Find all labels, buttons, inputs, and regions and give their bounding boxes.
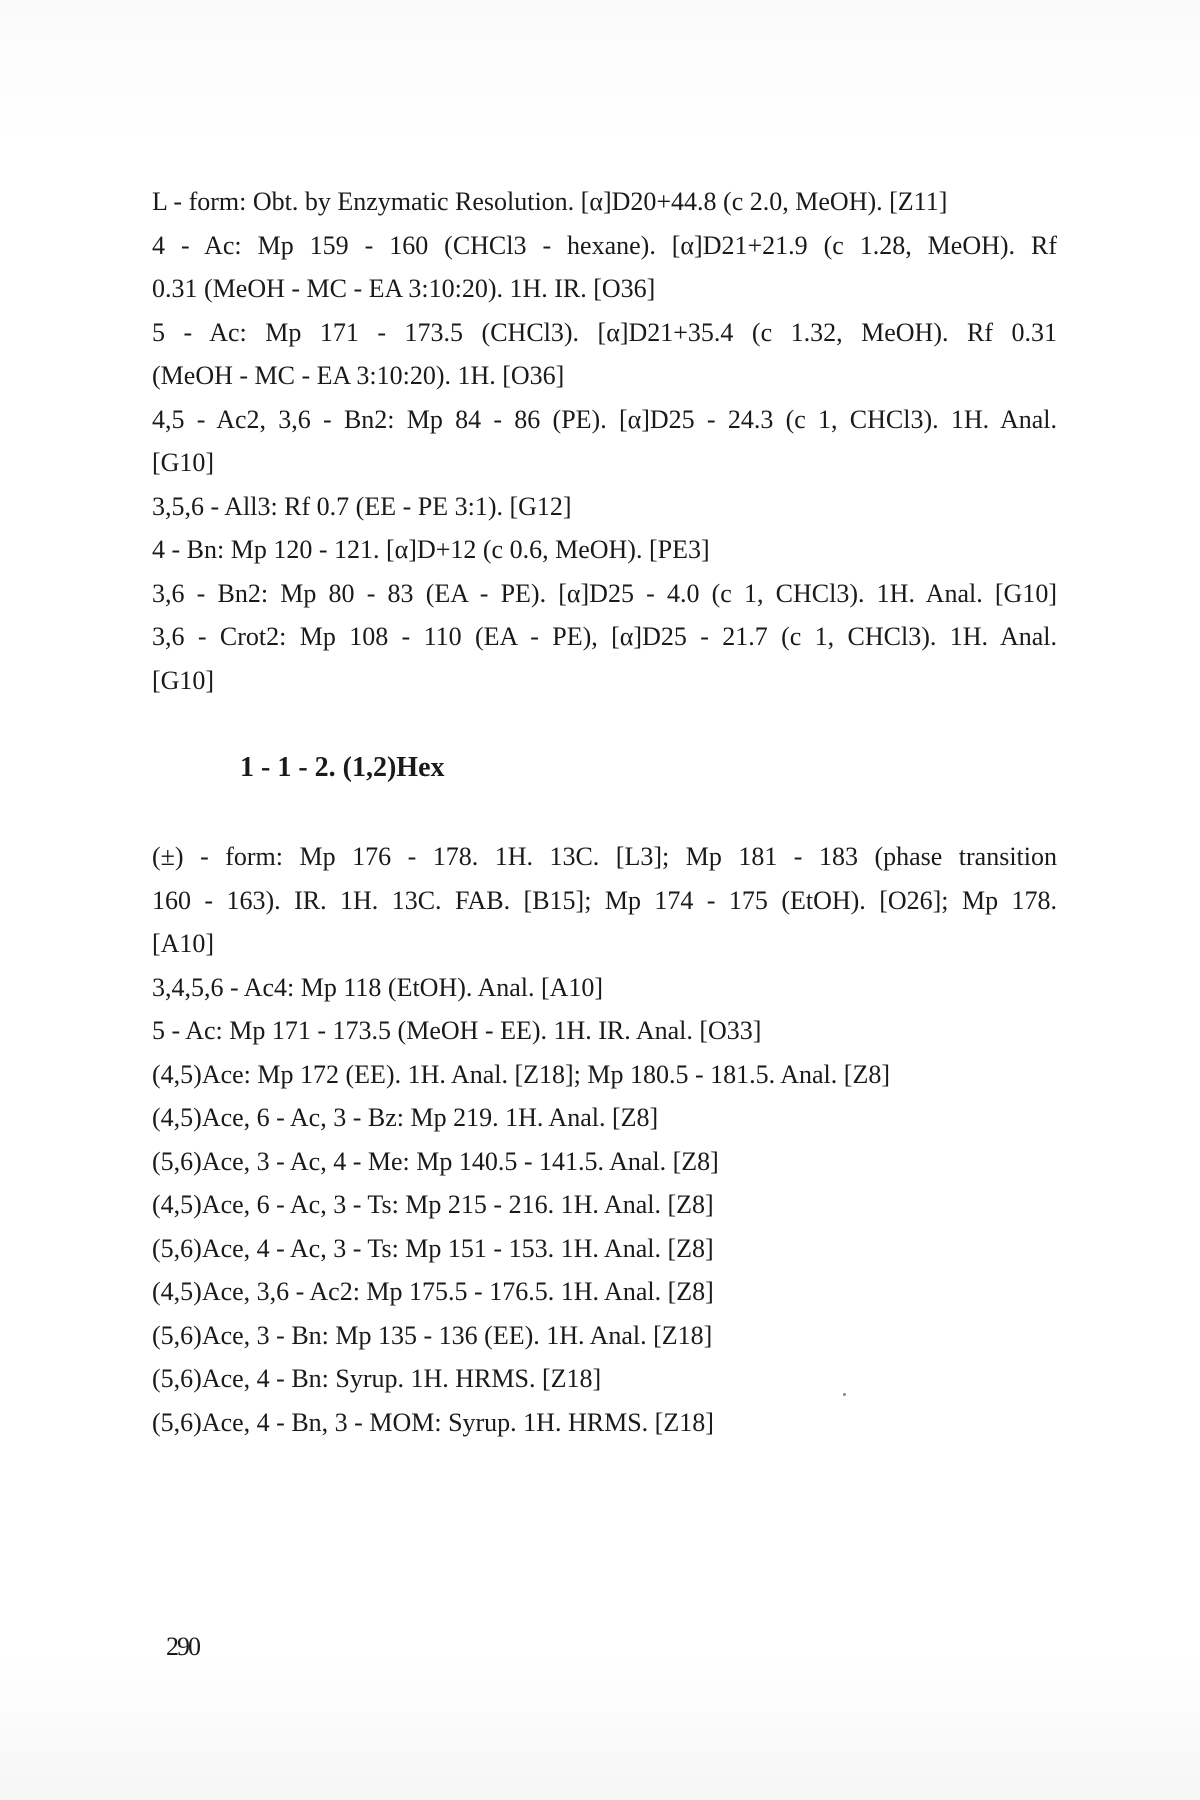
entry-line: (MeOH - MC - EA 3:10:20). 1H. [O36] [152,361,565,390]
compound-entries-l-form [152,180,1057,702]
entry-line: L - form: Obt. by Enzymatic Resolution. [α]D20+44.8 (c 2.0, MeOH). [Z11] [152,187,948,216]
entry-line: 4 - Bn: Mp 120 - 121. [α]D+12 (c 0.6, MeOH). [PE3] [152,535,710,564]
entry-line: 3,6 - Crot2: Mp 108 - 110 (EA - PE), [α]D25 - 21.7 (c 1, CHCl3). 1H. Anal. [152,622,1057,651]
entry-line: (4,5)Ace, 3,6 - Ac2: Mp 175.5 - 176.5. 1H. Anal. [Z8] [152,1277,714,1306]
entry-line: 5 - Ac: Mp 171 - 173.5 (MeOH - EE). 1H. IR. Anal. [O33] [152,1016,762,1045]
entry-line: 3,4,5,6 - Ac4: Mp 118 (EtOH). Anal. [A10] [152,972,604,1002]
page-number: 290 [166,1632,199,1661]
entry-line: [G10] [152,665,215,695]
entry-line: (4,5)Ace, 6 - Ac, 3 - Ts: Mp 215 - 216. 1H. Anal. [Z8] [152,1190,714,1219]
entry-line: (5,6)Ace, 4 - Ac, 3 - Ts: Mp 151 - 153. 1H. Anal. [Z8] [152,1233,714,1263]
entry-line: [A10] [152,929,215,958]
entry-line: (±) - form: Mp 176 - 178. 1H. 13C. [L3]; Mp 181 - 183 (phase transition [152,842,1057,871]
entry-line: 160 - 163). IR. 1H. 13C. FAB. [B15]; Mp 174 - 175 (EtOH). [O26]; Mp 178. [152,885,1057,915]
section-heading: 1 - 1 - 2. (1,2)Hex [240,752,445,783]
compound-entries-hex [152,835,1057,1444]
entry-line: (5,6)Ace, 4 - Bn, 3 - MOM: Syrup. 1H. HRMS. [Z18] [152,1407,714,1437]
entry-line: (5,6)Ace, 4 - Bn: Syrup. 1H. HRMS. [Z18] [152,1364,602,1393]
entry-line: 4 - Ac: Mp 159 - 160 (CHCl3 - hexane). [α]D21+21.9 (c 1.28, MeOH). Rf [152,230,1057,260]
entry-line: 4,5 - Ac2, 3,6 - Bn2: Mp 84 - 86 (PE). [α]D25 - 24.3 (c 1, CHCl3). 1H. Anal. [152,404,1057,434]
entry-line: (5,6)Ace, 3 - Bn: Mp 135 - 136 (EE). 1H. Anal. [Z18] [152,1320,713,1350]
scan-speck [843,1393,846,1396]
entry-line: 0.31 (MeOH - MC - EA 3:10:20). 1H. IR. [O36] [152,274,656,303]
entry-line: (4,5)Ace, 6 - Ac, 3 - Bz: Mp 219. 1H. Anal. [Z8] [152,1103,659,1132]
entry-line: 5 - Ac: Mp 171 - 173.5 (CHCl3). [α]D21+35.4 (c 1.32, MeOH). Rf 0.31 [152,317,1057,347]
entry-line: (4,5)Ace: Mp 172 (EE). 1H. Anal. [Z18]; Mp 180.5 - 181.5. Anal. [Z8] [152,1059,890,1089]
entry-line: 3,6 - Bn2: Mp 80 - 83 (EA - PE). [α]D25 - 4.0 (c 1, CHCl3). 1H. Anal. [G10] [152,578,1057,608]
entry-line: (5,6)Ace, 3 - Ac, 4 - Me: Mp 140.5 - 141.5. Anal. [Z8] [152,1146,719,1176]
entry-line: 3,5,6 - All3: Rf 0.7 (EE - PE 3:1). [G12] [152,491,572,521]
entry-line: [G10] [152,448,215,477]
